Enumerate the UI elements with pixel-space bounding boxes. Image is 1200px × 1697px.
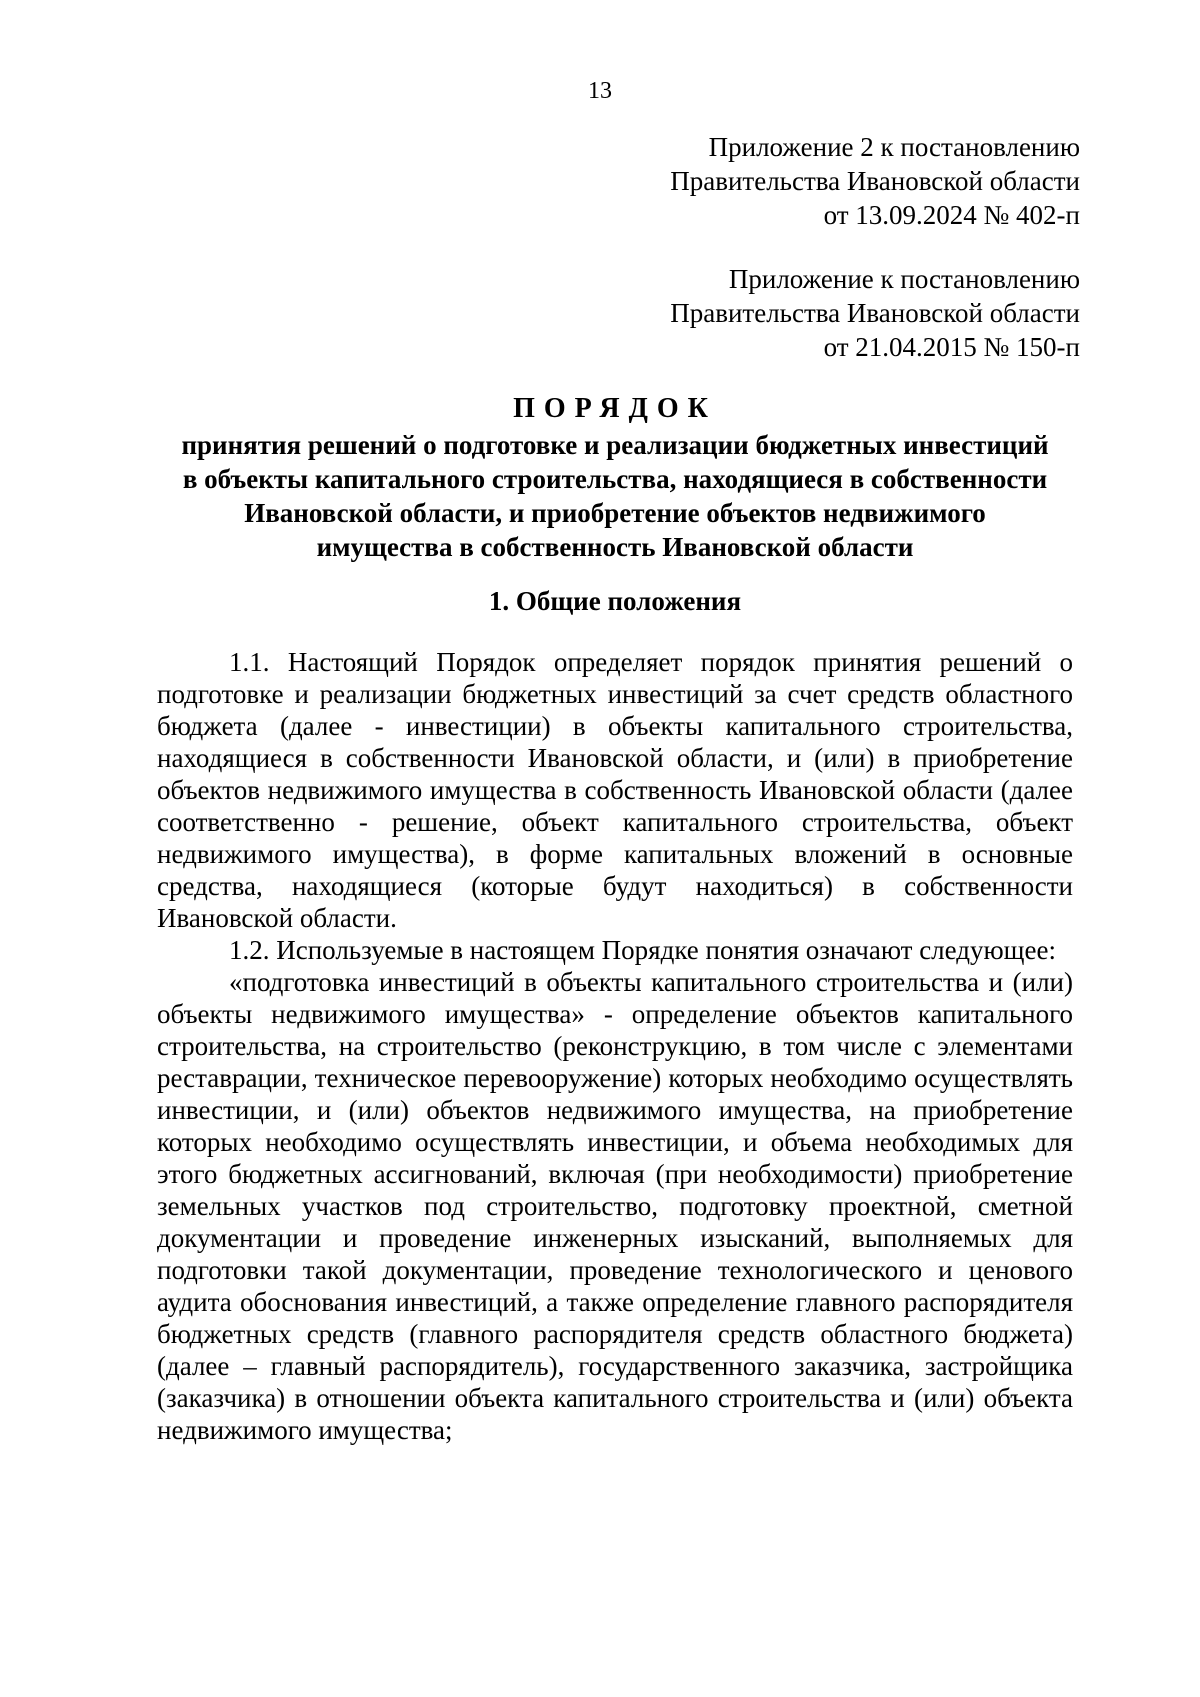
appendix-current-line: Приложение 2 к постановлению (708, 132, 1080, 162)
document-subtitle (150, 428, 1080, 564)
appendix-original-line: Правительства Ивановской области (670, 298, 1080, 328)
document-title-block (150, 392, 1080, 564)
document-subtitle-line: в объекты капитального строительства, находящиеся в собственности (182, 464, 1048, 494)
appendix-current-line: Правительства Ивановской области (670, 166, 1080, 196)
page-number: 13 (588, 78, 612, 104)
document-title: ПОРЯДОК (513, 393, 717, 424)
appendix-original-line: от 21.04.2015 № 150-п (823, 332, 1080, 362)
section-heading: 1. Общие положения (488, 586, 742, 616)
document-subtitle-line: имущества в собственность Ивановской области (316, 532, 914, 562)
document-subtitle-line: принятия решений о подготовке и реализации бюджетных инвестиций (181, 430, 1049, 460)
paragraph-1-2: 1.2. Используемые в настоящем Порядке понятия означают следующее: (229, 935, 1056, 965)
appendix-current-line: от 13.09.2024 № 402-п (823, 200, 1080, 230)
appendix-original-reference (670, 262, 1080, 364)
paragraph-definition: «подготовка инвестиций в объекты капитального строительства и (или) объекты недвижимого имущества» - определение объектов капитального строительства, на строительство (реконструкцию, в том числе с элементами реставрации, техническое перевооружение) которых необходимо осуществлять инвестиции, и (или) объектов недвижимого имущества, на приобретение которых необходимо осуществлять инвестиции, и объема необходимых для этого бюджетных ассигнований, включая (при необходимости) приобретение земельных участков под строительство, подготовку проектной, сметной документации и проведение инженерных изысканий, выполняемых для подготовки такой документации, проведение технологического и ценового аудита обоснования инвестиций, а также определение главного распорядителя бюджетных средств (главного распорядителя средств областного бюджета) (далее – главный распорядитель), государственного заказчика, застройщика (заказчика) в отношении объекта капитального строительства и (или) объекта недвижимого имущества; (157, 967, 1073, 1445)
document-body (157, 646, 1073, 1446)
appendix-original-line: Приложение к постановлению (728, 264, 1080, 294)
paragraph-1-1: 1.1. Настоящий Порядок определяет порядок принятия решений о подготовке и реализации бюджетных инвестиций за счет средств областного бюджета (далее - инвестиции) в объекты капитального строительства, находящиеся в собственности Ивановской области, и (или) в приобретение объектов недвижимого имущества в собственность Ивановской области (далее соответственно - решение, объект капитального строительства, объект недвижимого имущества), в форме капитальных вложений в основные средства, находящиеся (которые будут находиться) в собственности Ивановской области. (157, 647, 1073, 933)
appendix-current-reference (670, 130, 1080, 232)
document-subtitle-line: Ивановской области, и приобретение объектов недвижимого (244, 498, 986, 528)
